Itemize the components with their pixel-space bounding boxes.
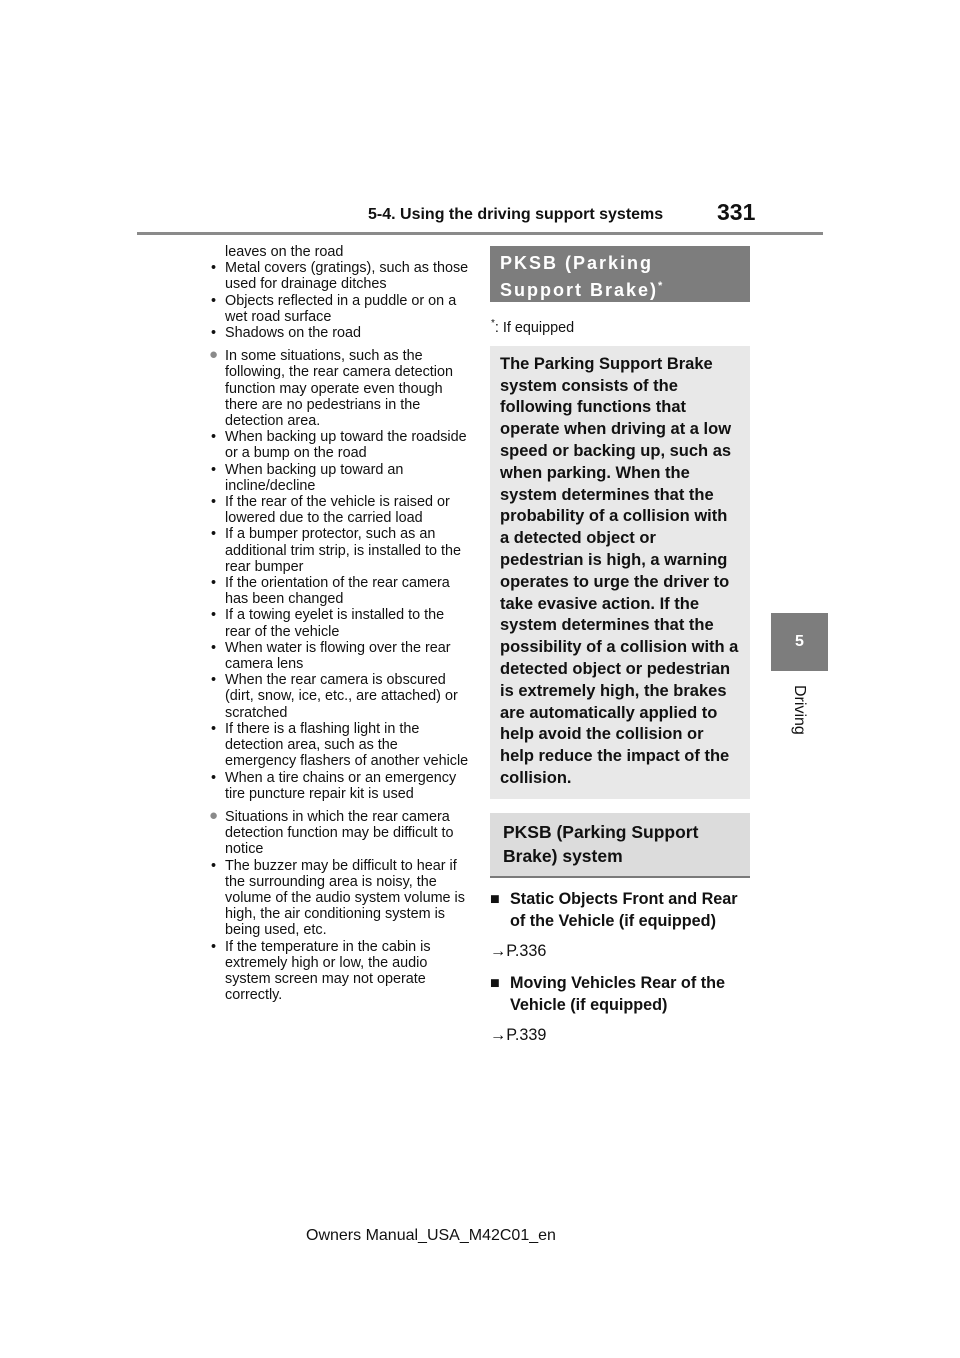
list-item (209, 770, 471, 802)
list-item-text: Shadows on the road (225, 325, 362, 342)
arrow-icon: → (490, 1025, 507, 1044)
list-item-text: When water is flowing over the rear camera lens (225, 639, 451, 673)
list-item-text: If the rear of the vehicle is raised or lowered due to the carried load (225, 494, 450, 527)
bullet-icon: • (211, 672, 217, 689)
list-situations-1 (209, 260, 471, 341)
list-item (209, 293, 471, 325)
subsection-title-box: PKSB (Parking Support Brake) system (490, 813, 750, 878)
footnote (490, 318, 750, 336)
list-item (209, 858, 471, 939)
list-item-text: If the temperature in the cabin is extremely high or low, the audio system screen may not operate correctly. (225, 938, 431, 1004)
bullet-icon: • (211, 720, 217, 737)
bullet-icon: • (211, 857, 217, 874)
bullet-icon: • (211, 429, 217, 446)
continued-text: leaves on the road (225, 244, 344, 260)
left-column (209, 244, 471, 1003)
chapter-number: 5 (795, 633, 804, 650)
subsection-heading (490, 888, 750, 932)
page-reference-link[interactable] (490, 1024, 750, 1046)
circle-bullet-icon: ● (209, 346, 219, 364)
bullet-icon: • (211, 769, 217, 786)
list-item-text: Objects reflected in a puddle or on a wet road surface (225, 292, 457, 325)
bullet-icon: • (211, 938, 217, 955)
circle-bullet-icon: ● (209, 806, 219, 824)
list-item (209, 607, 471, 639)
footer-text: Owners Manual_USA_M42C01_en (306, 1227, 556, 1244)
subsection-heading (490, 972, 750, 1016)
arrow-icon: → (490, 941, 507, 960)
list-item-text: When backing up toward an incline/decline (225, 461, 404, 494)
bullet-icon: • (211, 260, 217, 277)
chapter-tab (771, 613, 828, 671)
square-bullet-icon: ■ (490, 973, 500, 992)
page-reference-text: P.336 (506, 941, 547, 960)
list-item-text: If a bumper protector, such as an additional trim strip, is installed to the rear bumper (225, 526, 461, 575)
circle-item-text: In some situations, such as the following, the rear camera detection function may operate even though there are no pedestrians in the detection area. (225, 348, 453, 430)
list-item (209, 526, 471, 575)
list-item (209, 640, 471, 672)
page-reference-text: P.339 (506, 1025, 547, 1044)
list-item-text: The buzzer may be difficult to hear if the surrounding area is noisy, the volume of the audio system volume is high, the air conditioning system is being used, etc. (225, 857, 465, 939)
list-situations-3 (209, 858, 471, 1004)
list-item-text: When a tire chains or an emergency tire puncture repair kit is used (225, 769, 457, 802)
chapter-label: Driving (791, 685, 808, 735)
section-title: PKSB (Parking Support Brake) (500, 253, 659, 300)
list-item-text: When backing up toward the roadside or a bump on the road (225, 429, 467, 462)
circle-item (209, 348, 471, 429)
list-item-text: If the orientation of the rear camera has been changed (225, 575, 450, 608)
page-reference-link[interactable] (490, 940, 750, 962)
bullet-icon: • (211, 575, 217, 592)
list-item (209, 575, 471, 607)
chapter-label-area (765, 685, 835, 750)
bullet-icon: • (211, 607, 217, 624)
footnote-text: : If equipped (494, 319, 575, 336)
subsection-heading-text: Moving Vehicles Rear of the Vehicle (if equipped) (510, 973, 725, 1014)
list-item (209, 325, 471, 341)
list-item-text: If a towing eyelet is installed to the rear of the vehicle (225, 607, 445, 640)
list-item (209, 672, 471, 721)
list-item (209, 721, 471, 770)
footnote-marker: * (491, 318, 495, 329)
list-item (209, 939, 471, 1004)
list-item (209, 494, 471, 526)
right-column (490, 246, 750, 1046)
header-rule (137, 232, 823, 235)
subsection-heading-text: Static Objects Front and Rear of the Vehicle (if equipped) (510, 889, 738, 930)
circle-item (209, 806, 471, 858)
circle-item-text: Situations in which the rear camera detection function may be difficult to notice (225, 808, 454, 858)
section-title-box (490, 246, 750, 302)
list-item (209, 260, 471, 292)
square-bullet-icon: ■ (490, 889, 500, 908)
list-item (209, 429, 471, 461)
list-item-text: If there is a flashing light in the detection area, such as the emergency flashers of another vehicle (225, 720, 469, 770)
page-number: 331 (717, 199, 756, 225)
bullet-icon: • (211, 461, 217, 478)
bullet-icon: • (211, 325, 217, 342)
bullet-icon: • (211, 292, 217, 309)
list-item-text: When the rear camera is obscured (dirt, snow, ice, etc., are attached) or scratched (225, 672, 458, 721)
list-item-text: Metal covers (gratings), such as those used for drainage ditches (225, 260, 469, 293)
bullet-icon: • (211, 526, 217, 543)
intro-box: The Parking Support Brake system consists of the following functions that operate when driving at a low speed or backing up, such as when parking. When the system determines that the probability of a collision with a detected object or pedestrian is high, a warning operates to urge the driver to take evasive action. If the system determines that the possibility of a collision with a detected object or pedestrian is extremely high, the brakes are automatically applied to help avoid the collision or help reduce the impact of the collision. (490, 346, 750, 799)
footnote-mark: * (658, 280, 663, 292)
bullet-icon: • (211, 639, 217, 656)
list-situations-2 (209, 429, 471, 802)
list-item (209, 462, 471, 494)
header-section-title: 5-4. Using the driving support systems (368, 206, 664, 223)
bullet-icon: • (211, 494, 217, 511)
